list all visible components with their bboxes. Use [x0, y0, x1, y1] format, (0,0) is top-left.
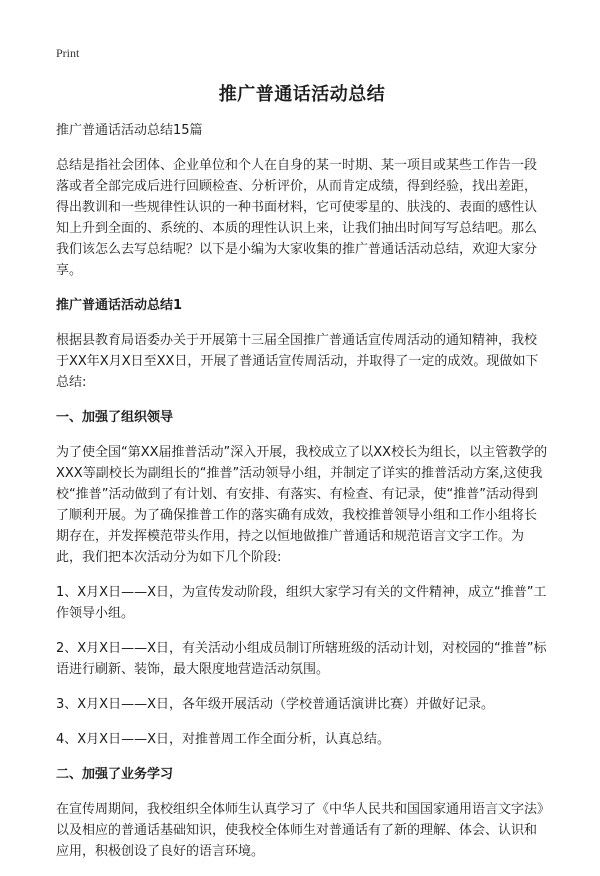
- subheading-study: 二、加强了业务学习: [56, 767, 174, 782]
- subtitle: 推广普通话活动总结15篇: [56, 123, 203, 138]
- stage-item: 4、X月X日——X日，对推普周工作全面分析，认真总结。: [56, 732, 390, 747]
- organization-paragraph: 为了使全国“第XX届推普活动”深入开展，我校成立了以XX校长为组长，以主管教学的XXX等副校长为副组长的“推普”活动领导小组，并制定了详实的推普活动方案,这使我校“推普”活动做到了有计划、有安排、有落实、有检查、有记录，使“推普”活动得到了顺利开展。为了确保推普工作的落实确有成效，我校推普领导小组和工作小组将长期存在，并发挥模范带头作用，持之以恒地做推广普通话和规范语言文字工作。为此，我们把本次活动分为如下几个阶段:: [56, 445, 548, 565]
- stage-item: 1、X月X日——X日，为宣传发动阶段，组织大家学习有关的文件精神，成立“推普”工作领导小组。: [56, 585, 547, 621]
- section-paragraph: 根据县教育局语委办关于开展第十三届全国推广普通话宣传周活动的通知精神，我校于XX年X月X日至XX日，开展了普通话宣传周活动，并取得了一定的成效。现做如下总结:: [56, 333, 539, 390]
- print-link[interactable]: Print: [56, 46, 80, 60]
- intro-paragraph: 总结是指社会团体、企业单位和个人在自身的某一时期、某一项目或某些工作告一段落或者全部完成后进行回顾检查、分析评价，从而肯定成绩，得到经验，找出差距，得出教训和一些规律性认识的一种书面材料，它可使零星的、肤浅的、表面的感性认知上升到全面的、系统的、本质的理性认识上来，让我们抽出时间写写总结吧。那么我们该怎么去写总结呢？以下是小编为大家收集的推广普通话活动总结，欢迎大家分享。: [56, 158, 538, 278]
- subheading-organization: 一、加强了组织领导: [56, 410, 174, 425]
- section-heading: 推广普通话活动总结1: [56, 298, 183, 313]
- study-paragraph: 在宣传周期间，我校组织全体师生认真学习了《中华人民共和国国家通用语言文字法》以及相应的普通话基础知识，使我校全体师生对普通话有了新的理解、体会、认识和应用，积极创设了良好的语言环境。: [56, 802, 544, 859]
- document-body: [56, 120, 548, 876]
- document-title: 推广普通话活动总结: [218, 84, 386, 105]
- stage-item: 3、X月X日——X日，各年级开展活动（学校普通话演讲比赛）并做好记录。: [56, 697, 494, 712]
- stage-item: 2、X月X日——X日，有关活动小组成员制订所辖班级的活动计划，对校园的“推普”标语进行刷新、装饰，最大限度地营造活动氛围。: [56, 641, 547, 677]
